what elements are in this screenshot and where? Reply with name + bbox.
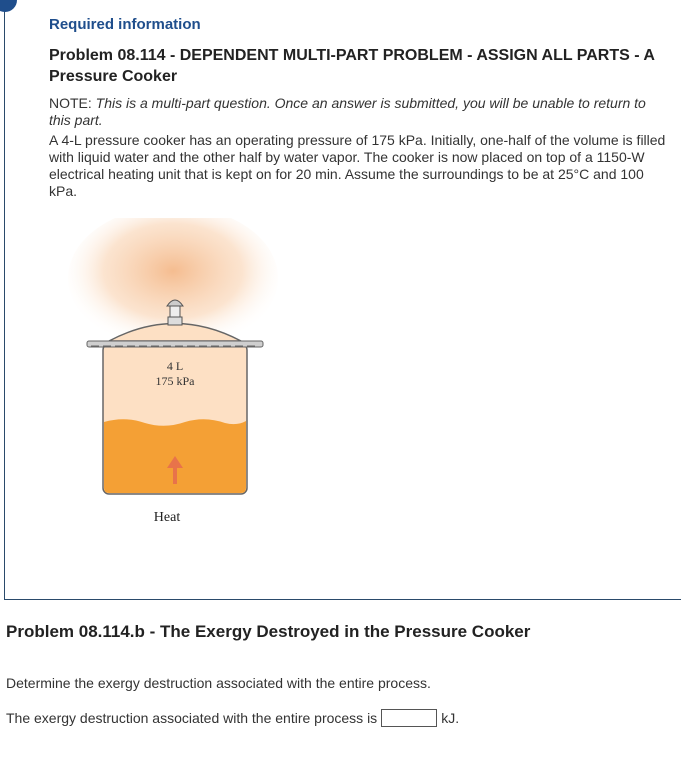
answer-unit: kJ. (441, 710, 460, 726)
pressure-label: 175 kPa (155, 374, 195, 388)
info-badge-icon (0, 0, 17, 12)
answer-row (6, 709, 459, 727)
answer-prompt: The exergy destruction associated with the entire process is (6, 710, 378, 726)
heat-label: Heat (153, 510, 181, 525)
note-text (49, 95, 667, 129)
note-body: This is a multi-part question. Once an answer is submitted, you will be unable to return to this part. (49, 95, 646, 128)
pressure-cooker-illustration (65, 218, 285, 528)
required-info-panel (4, 0, 681, 600)
required-information-heading: Required information (49, 16, 201, 33)
problem-title: Problem 08.114 - DEPENDENT MULTI-PART PROBLEM - ASSIGN ALL PARTS - A Pressure Cooker (49, 47, 655, 85)
exergy-destruction-input[interactable] (381, 709, 437, 727)
valve-base (168, 317, 182, 325)
valve-stem (170, 306, 180, 317)
note-prefix: NOTE: (49, 95, 96, 111)
pressure-cooker-figure (65, 218, 285, 528)
part-b-title: Problem 08.114.b - The Exergy Destroyed in the Pressure Cooker (6, 622, 531, 641)
volume-label: 4 L (166, 359, 184, 373)
problem-statement: A 4-L pressure cooker has an operating pressure of 175 kPa. Initially, one-half of the volume is filled with liquid water and the other half by water vapor. The cooker is now placed on top of a 1150-W electrical heating unit that is kept on for 20 min. Assume the surroundings to be at 25°C and 100 kPa. (49, 132, 666, 199)
part-b-question: Determine the exergy destruction associated with the entire process. (6, 675, 431, 691)
